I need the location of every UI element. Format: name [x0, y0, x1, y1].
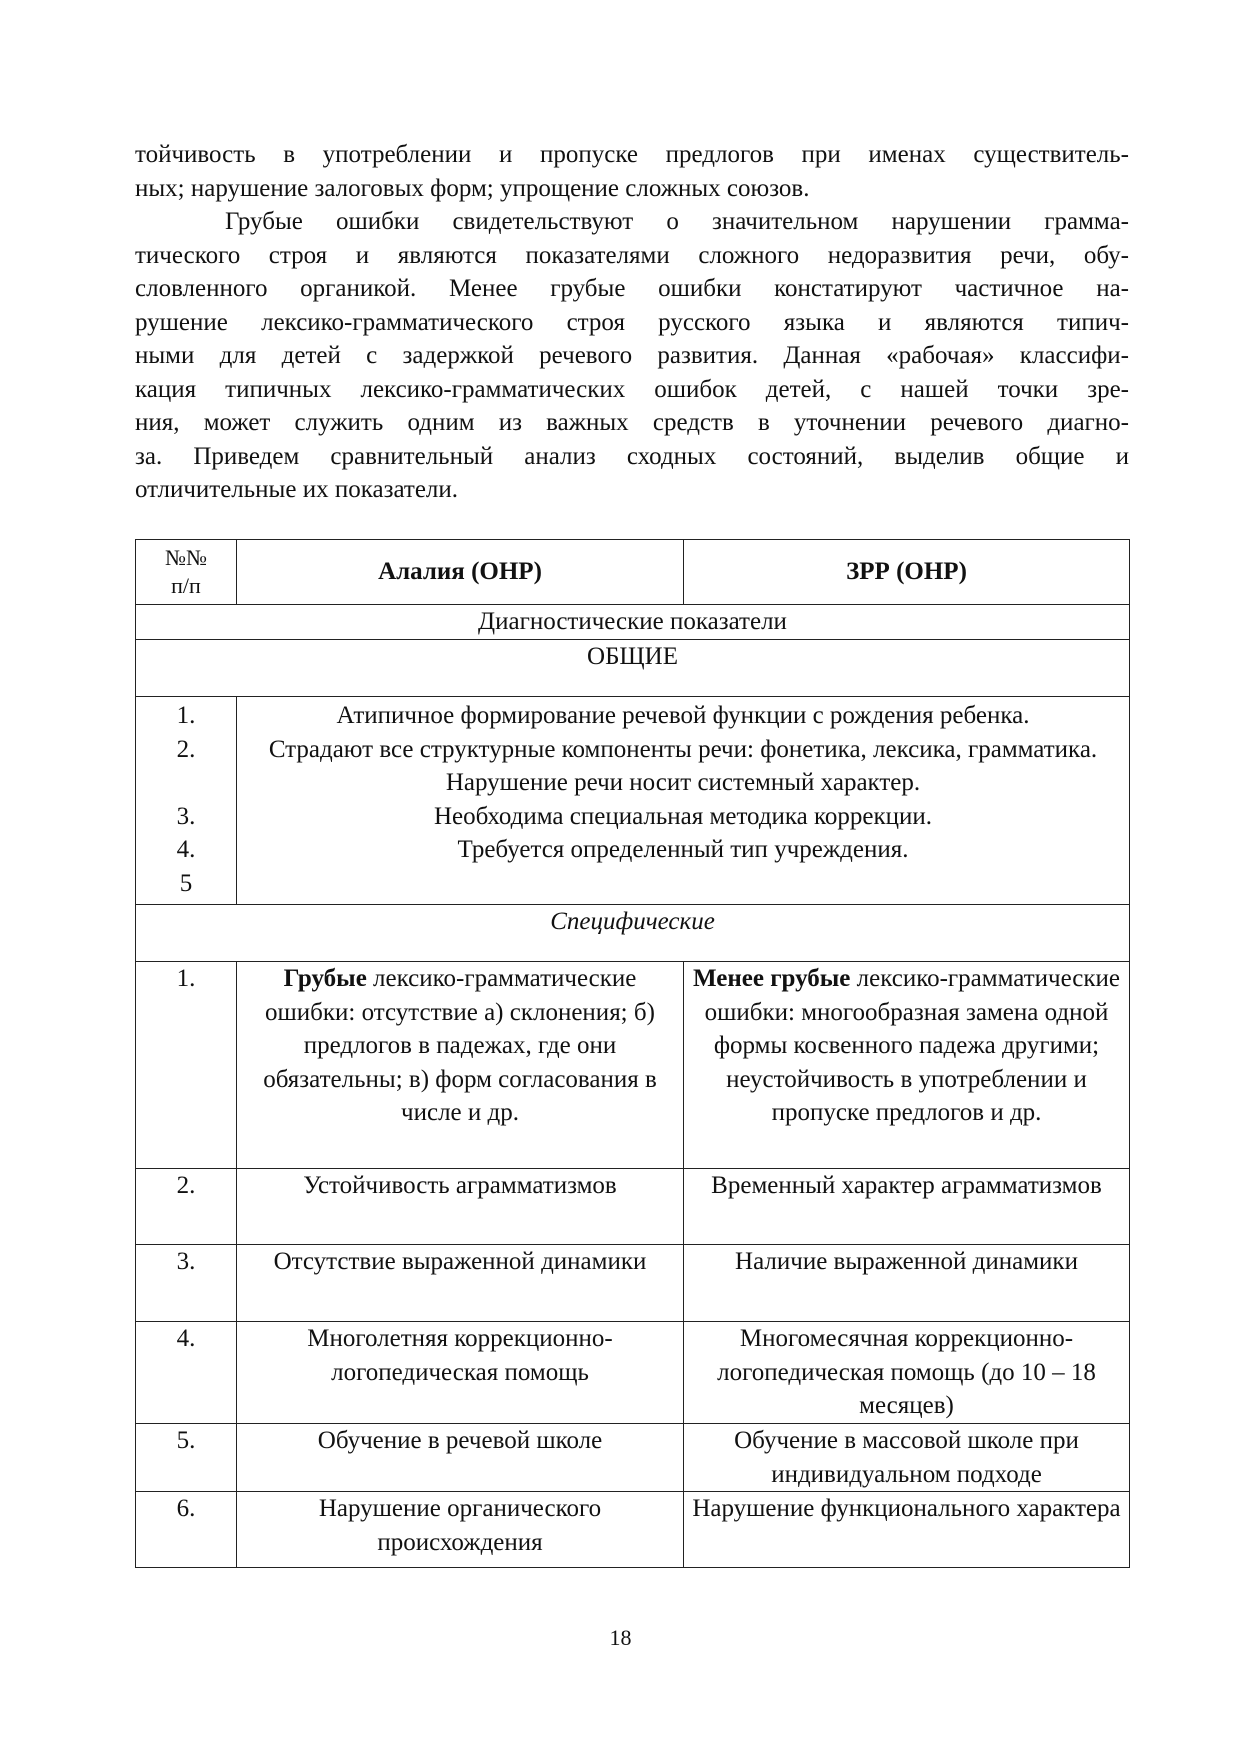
row-number: 6.: [136, 1492, 237, 1568]
table-row: [136, 1169, 1130, 1245]
text-line: ных; нарушение залоговых форм; упрощение сложных союзов.: [135, 174, 810, 202]
cell-text: Отсутствие выраженной динамики: [273, 1248, 647, 1275]
row-number: 4.: [136, 1322, 237, 1424]
bold-term: Грубые: [283, 965, 367, 992]
cell-text: Обучение в речевой школе: [317, 1427, 603, 1454]
table-row: [136, 962, 1130, 1169]
table-row: [136, 1322, 1130, 1424]
page-number: 18: [609, 1625, 632, 1650]
num: 1.: [176, 702, 196, 729]
text-line: ния, может служить одним из важных средств в уточнении речевого диагно-: [135, 409, 1129, 436]
cell-text: Многомесячная коррекционно-логопедическая помощь (до 10 – 18 месяцев): [717, 1325, 1096, 1419]
header-zrr: ЗРР (ОНР): [684, 540, 1130, 605]
cell-text: Наличие выраженной динамики: [735, 1248, 1078, 1275]
alalia-cell: [237, 1492, 684, 1568]
section-specific: Специфические: [136, 905, 1130, 962]
header-alalia: Алалия (ОНР): [237, 540, 684, 605]
num: 2.: [176, 735, 196, 763]
section-row-common: [136, 640, 1130, 697]
common-item: Атипичное формирование речевой функции с рождения ребенка.: [336, 702, 1030, 729]
row-number: 1.: [136, 962, 237, 1169]
alalia-cell: [237, 1424, 684, 1492]
header-number-line1: №№: [165, 545, 207, 570]
bold-term: Менее грубые: [692, 965, 851, 992]
cell-text: лексико-грамматические ошибки: многообразная замена одной формы косвенного падежа другими; неустойчивость в употреблении и пропуске предлогов и др.: [704, 965, 1121, 1126]
zrr-cell: [684, 962, 1130, 1169]
common-items-row: [136, 697, 1130, 905]
row-number: 5.: [136, 1424, 237, 1492]
zrr-cell: [684, 1169, 1130, 1245]
text-line: отличительные их показатели.: [135, 476, 459, 503]
alalia-cell: [237, 1169, 684, 1245]
section-common: ОБЩИЕ: [136, 640, 1130, 697]
zrr-cell: [684, 1322, 1130, 1424]
cell-text: лексико-грамматические ошибки: отсутствие а) склонения; б) предлогов в падежах, где они обязательны; в) форм согласования в числе и др.: [263, 965, 657, 1126]
text-line: Грубые ошибки свидетельствуют о значительном нарушении грамма-: [225, 208, 1129, 235]
body-paragraph: [135, 138, 1129, 507]
text-line: тойчивость в употреблении и пропуске предлогов при именах существитель-: [135, 141, 1129, 168]
cell-text: Устойчивость аграмматизмов: [303, 1172, 617, 1199]
num: 4.: [176, 836, 196, 863]
num: 5: [179, 869, 193, 897]
alalia-cell: [237, 962, 684, 1169]
common-item: Необходима специальная методика коррекции.: [433, 802, 933, 830]
section-row-diagnostic: [136, 605, 1130, 640]
alalia-cell: [237, 1322, 684, 1424]
common-item: Нарушение речи носит системный характер.: [445, 769, 921, 796]
row-number: 3.: [136, 1245, 237, 1322]
section-row-specific: [136, 905, 1130, 962]
text-line: ными для детей с задержкой речевого развития. Данная «рабочая» классифи-: [135, 342, 1129, 369]
table-row: [136, 1424, 1130, 1492]
common-items: [237, 697, 1130, 905]
zrr-cell: [684, 1492, 1130, 1568]
num: 3.: [176, 802, 196, 830]
common-item: Требуется определенный тип учреждения.: [457, 836, 909, 863]
cell-text: Временный характер аграмматизмов: [711, 1172, 1102, 1199]
cell-text: Нарушение органического происхождения: [318, 1495, 602, 1556]
text-line: кация типичных лексико-грамматических ошибок детей, с нашей точки зре-: [135, 375, 1129, 403]
section-diagnostic: Диагностические показатели: [136, 605, 1130, 640]
cell-text: Нарушение функционального характера: [692, 1495, 1121, 1522]
text-line: тического строя и являются показателями сложного недоразвития речи, обу-: [135, 241, 1129, 269]
alalia-cell: [237, 1245, 684, 1322]
common-numbers: [136, 697, 237, 905]
text-line: за. Приведем сравнительный анализ сходных состояний, выделив общие и: [135, 442, 1129, 470]
cell-text: Обучение в массовой школе при индивидуальном подходе: [734, 1427, 1079, 1488]
common-item: Страдают все структурные компоненты речи: фонетика, лексика, грамматика.: [268, 735, 1098, 763]
zrr-cell: [684, 1245, 1130, 1322]
cell-text: Многолетняя коррекционно-логопедическая помощь: [307, 1325, 613, 1386]
table-row: [136, 1245, 1130, 1322]
header-number: [136, 540, 237, 605]
comparison-table: [135, 539, 1130, 1568]
zrr-cell: [684, 1424, 1130, 1492]
text-line: рушение лексико-грамматического строя русского языка и являются типич-: [135, 308, 1129, 336]
text-line: словленного органикой. Менее грубые ошибки констатируют частичное на-: [135, 275, 1129, 302]
row-number: 2.: [136, 1169, 237, 1245]
table-header-row: [136, 540, 1130, 605]
table-row: [136, 1492, 1130, 1568]
header-number-line2: п/п: [171, 573, 201, 598]
